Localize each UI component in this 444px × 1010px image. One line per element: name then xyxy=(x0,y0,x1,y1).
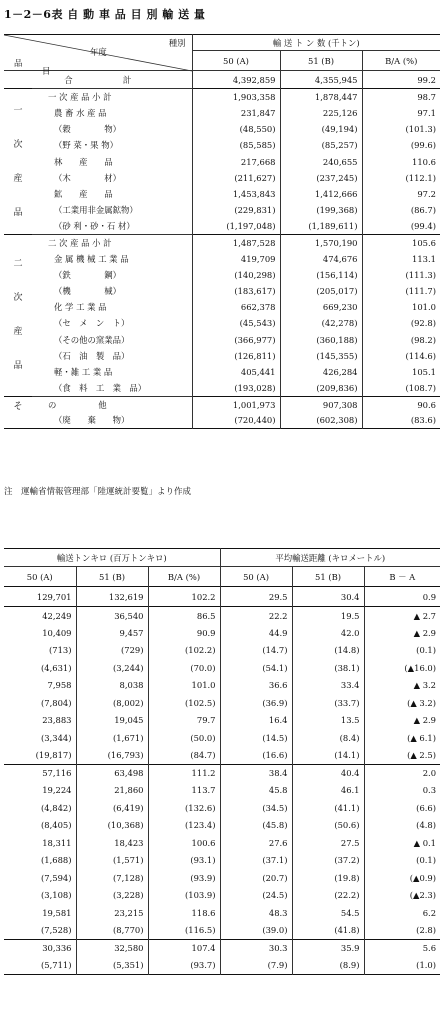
value-a: (1,197,048) xyxy=(192,218,280,234)
value-b: 1,570,190 xyxy=(280,234,362,250)
table-row xyxy=(4,957,440,975)
cell-3: 45.8 xyxy=(220,782,292,800)
table-row xyxy=(4,624,440,642)
value-a: 1,903,358 xyxy=(192,89,280,105)
row-label: （砂 利・砂・石 材） xyxy=(54,221,135,232)
corner-type-label: 種別 xyxy=(168,38,186,48)
cell-2: (102.5) xyxy=(148,694,220,712)
cell-3: 27.6 xyxy=(220,834,292,852)
row-label: （木 材） xyxy=(54,172,121,183)
cell-5: 6.2 xyxy=(364,904,440,922)
row-label: （野 菜・果 物） xyxy=(54,140,118,151)
cell-5: 5.6 xyxy=(364,939,440,957)
cell-3: (34.5) xyxy=(220,799,292,817)
cell-2: (123.4) xyxy=(148,817,220,835)
value-ratio: (99.6) xyxy=(362,137,440,153)
cell-0: 19,581 xyxy=(42,907,72,918)
value-b: 907,308 xyxy=(280,396,362,412)
table-row xyxy=(4,153,440,169)
table-row xyxy=(4,607,440,625)
t2-col-header-a: 50 (A) xyxy=(26,571,53,582)
cell-4: 30.4 xyxy=(292,587,364,607)
value-ratio: (98.2) xyxy=(362,332,440,348)
tonkm-distance-table xyxy=(4,548,440,975)
cell-5: 0.3 xyxy=(364,782,440,800)
cell-0: 30,336 xyxy=(42,943,72,953)
tonkm-group-header: 輸送トンキロ (百万トンキロ) xyxy=(4,549,220,567)
cell-1: 18,423 xyxy=(76,834,148,852)
value-ratio: (114.6) xyxy=(362,348,440,364)
table-row xyxy=(4,587,440,607)
value-ratio: 97.2 xyxy=(362,186,440,202)
cell-3: 38.4 xyxy=(220,764,292,782)
cell-4: 46.1 xyxy=(292,782,364,800)
row-label: （工業用非金属鉱物） xyxy=(54,205,138,216)
value-b: 1,878,447 xyxy=(280,89,362,105)
cell-1: (8,002) xyxy=(76,694,148,712)
value-a: (48,550) xyxy=(192,121,280,137)
cell-0: 7,958 xyxy=(47,680,72,691)
row-label: （穀 物） xyxy=(54,124,121,135)
cell-2: (50.0) xyxy=(148,729,220,747)
value-a: 1,453,843 xyxy=(192,186,280,202)
cell-0: 23,883 xyxy=(42,715,72,726)
value-a: 1,001,973 xyxy=(192,396,280,412)
page-title: 1－2－6表 自 動 車 品 目 別 輸 送 量 xyxy=(4,8,206,21)
value-ratio: (108.7) xyxy=(362,380,440,396)
value-b: 1,412,666 xyxy=(280,186,362,202)
cell-3: (16.6) xyxy=(220,747,292,765)
cell-1: 32,580 xyxy=(76,939,148,957)
table-row xyxy=(4,396,440,412)
total-b: 4,355,945 xyxy=(280,71,362,89)
cell-5: (1.0) xyxy=(364,957,440,975)
cell-2: (93.9) xyxy=(148,869,220,887)
cell-1: (16,793) xyxy=(76,747,148,765)
col-header-ratio: B/A (%) xyxy=(362,51,440,71)
cell-5: (▲ 2.5) xyxy=(364,747,440,765)
t2-col-header-b: 51 (B) xyxy=(76,567,148,587)
cell-2: (132.6) xyxy=(148,799,220,817)
table-row xyxy=(4,747,440,765)
row-label: 化 学 工 業 品 xyxy=(54,302,107,313)
cell-2: 107.4 xyxy=(148,939,220,957)
row-label: （廃 棄 物） xyxy=(54,415,130,426)
total-a: 4,392,859 xyxy=(192,71,280,89)
cell-5: ▲ 2.7 xyxy=(364,607,440,625)
cell-0: (3,108) xyxy=(40,890,72,901)
group-label-char: 次 xyxy=(13,139,23,150)
table-row xyxy=(4,694,440,712)
table-row xyxy=(4,105,440,121)
value-b: (1,189,611) xyxy=(280,218,362,234)
table-row xyxy=(4,170,440,186)
group-label-char: 品 xyxy=(13,207,23,218)
col-header-b: 51 (B) xyxy=(280,51,362,71)
value-b: (205,017) xyxy=(280,283,362,299)
cell-0: (713) xyxy=(48,645,72,656)
cell-3: (37.1) xyxy=(220,852,292,870)
source-note: 注 運輸省情報管理部「陸運統計要覧」より作成 xyxy=(4,487,192,497)
corner-item-label-2: 目 xyxy=(42,66,51,76)
table-row xyxy=(4,364,440,380)
value-a: (366,977) xyxy=(192,332,280,348)
group-label-0 xyxy=(4,89,32,235)
row-label: 金 属 機 械 工 業 品 xyxy=(54,253,129,264)
table-row xyxy=(4,267,440,283)
table-row xyxy=(4,202,440,218)
value-b: 669,230 xyxy=(280,299,362,315)
cell-5: ▲ 0.1 xyxy=(364,834,440,852)
t2-col-header-ratio: B/A (%) xyxy=(148,567,220,587)
cell-2: (70.0) xyxy=(148,659,220,677)
cell-0: 129,701 xyxy=(36,591,72,602)
tonnage-group-header: 輸 送 ト ン 数 (千トン) xyxy=(192,35,440,51)
cell-3: (54.1) xyxy=(220,659,292,677)
cell-4: 42.0 xyxy=(292,624,364,642)
table-row xyxy=(4,939,440,957)
cell-4: 19.5 xyxy=(292,607,364,625)
value-a: 662,378 xyxy=(192,299,280,315)
value-ratio: 90.6 xyxy=(362,396,440,412)
cell-4: 27.5 xyxy=(292,834,364,852)
corner-header xyxy=(4,35,192,76)
value-b: (602,308) xyxy=(280,412,362,428)
t2-col-header-dist-b: 51 (B) xyxy=(292,567,364,587)
value-ratio: (111.7) xyxy=(362,283,440,299)
table-row xyxy=(4,817,440,835)
cell-5: (▲ 3.2) xyxy=(364,694,440,712)
cell-4: (41.1) xyxy=(292,799,364,817)
table-row xyxy=(4,764,440,782)
value-b: (85,257) xyxy=(280,137,362,153)
table-row xyxy=(4,834,440,852)
cell-2: 86.5 xyxy=(148,607,220,625)
cell-5: (▲0.9) xyxy=(364,869,440,887)
cell-4: (8.9) xyxy=(292,957,364,975)
cell-0: 57,116 xyxy=(42,768,72,778)
row-label: 軽・雑 工 業 品 xyxy=(54,366,113,377)
cell-3: 16.4 xyxy=(220,712,292,730)
cell-1: 36,540 xyxy=(76,607,148,625)
cell-5: (4.8) xyxy=(364,817,440,835)
table-row xyxy=(4,887,440,905)
row-label: （セ メ ン ト） xyxy=(54,318,130,329)
value-b: (199,368) xyxy=(280,202,362,218)
value-ratio: 101.0 xyxy=(362,299,440,315)
cell-0: (7,528) xyxy=(40,925,72,935)
cell-3: (45.8) xyxy=(220,817,292,835)
row-label: （鉄 鋼） xyxy=(54,269,121,280)
table-row xyxy=(4,348,440,364)
total-ratio: 99.2 xyxy=(362,71,440,89)
cell-3: 30.3 xyxy=(220,939,292,957)
cell-4: 33.4 xyxy=(292,677,364,695)
cell-5: (0.1) xyxy=(364,852,440,870)
cell-4: 54.5 xyxy=(292,904,364,922)
cell-2: 79.7 xyxy=(148,712,220,730)
cell-5: 0.9 xyxy=(364,587,440,607)
t2-col-header-diff: B － A xyxy=(364,567,440,587)
table-row xyxy=(4,677,440,695)
cell-1: (6,419) xyxy=(76,799,148,817)
cell-3: (14.7) xyxy=(220,642,292,660)
value-a: (193,028) xyxy=(192,380,280,396)
cell-0: (5,711) xyxy=(40,960,72,970)
value-a: 231,847 xyxy=(192,105,280,121)
cell-5: ▲ 2.9 xyxy=(364,624,440,642)
table-row xyxy=(4,412,440,428)
total-label: 合 計 xyxy=(4,71,192,89)
cell-4: 13.5 xyxy=(292,712,364,730)
table-row xyxy=(4,89,440,105)
row-label: 農 畜 水 産 品 xyxy=(54,107,107,118)
value-a: 419,709 xyxy=(192,251,280,267)
row-label: 鉱 産 品 xyxy=(54,188,113,199)
cell-2: (93.1) xyxy=(148,852,220,870)
cell-3: 22.2 xyxy=(220,607,292,625)
cell-0: 10,409 xyxy=(42,627,72,638)
group-label-char: 次 xyxy=(13,293,23,304)
table-row xyxy=(4,380,440,396)
table-row xyxy=(4,922,440,940)
cell-4: (41.8) xyxy=(292,922,364,940)
cell-0: (7,594) xyxy=(40,872,72,883)
value-ratio: 98.7 xyxy=(362,89,440,105)
group-label-char: 産 xyxy=(13,327,23,338)
group-label-char: 二 xyxy=(13,259,23,270)
t2-col-header-dist-a: 50 (A) xyxy=(220,567,292,587)
cell-0: 42,249 xyxy=(42,610,72,621)
cell-4: (50.6) xyxy=(292,817,364,835)
table-row xyxy=(4,137,440,153)
value-b: (42,278) xyxy=(280,315,362,331)
value-a: 405,441 xyxy=(192,364,280,380)
cell-5: (▲2.3) xyxy=(364,887,440,905)
corner-item-label-1: 品 xyxy=(14,58,23,68)
cell-1: 63,498 xyxy=(76,764,148,782)
value-b: (156,114) xyxy=(280,267,362,283)
table-row xyxy=(4,729,440,747)
cell-0: 18,311 xyxy=(42,837,72,848)
table-row xyxy=(4,218,440,234)
cell-3: (39.0) xyxy=(220,922,292,940)
cell-2: 111.2 xyxy=(148,764,220,782)
group-label-char: そ xyxy=(13,401,23,412)
cell-1: 23,215 xyxy=(76,904,148,922)
table-row xyxy=(4,642,440,660)
table-row xyxy=(4,299,440,315)
table-row xyxy=(4,712,440,730)
cell-2: 118.6 xyxy=(148,904,220,922)
cell-1: (1,571) xyxy=(76,852,148,870)
cell-0: (4,842) xyxy=(40,802,72,813)
col-header-a: 50 (A) xyxy=(192,51,280,71)
group-label-char: 一 xyxy=(13,105,23,116)
cell-4: (22.2) xyxy=(292,887,364,905)
cell-5: 2.0 xyxy=(364,764,440,782)
row-label: 二 次 産 品 小 計 xyxy=(32,234,192,250)
cell-2: 113.7 xyxy=(148,782,220,800)
cell-4: (37.2) xyxy=(292,852,364,870)
value-b: (209,836) xyxy=(280,380,362,396)
value-ratio: 110.6 xyxy=(362,153,440,169)
table-row xyxy=(4,315,440,331)
cell-2: (93.7) xyxy=(148,957,220,975)
cell-3: 48.3 xyxy=(220,904,292,922)
value-a: (126,811) xyxy=(192,348,280,364)
value-a: (140,298) xyxy=(192,267,280,283)
row-label: の 他 xyxy=(32,396,192,412)
cell-4: (19.8) xyxy=(292,869,364,887)
value-ratio: 113.1 xyxy=(362,251,440,267)
cell-1: (729) xyxy=(76,642,148,660)
value-b: (49,194) xyxy=(280,121,362,137)
value-ratio: (99.4) xyxy=(362,218,440,234)
row-label: （その他の窯業品） xyxy=(54,334,130,345)
group-label-1 xyxy=(4,234,32,396)
total-row xyxy=(4,71,440,89)
value-ratio: (83.6) xyxy=(362,412,440,428)
value-ratio: 105.6 xyxy=(362,234,440,250)
cell-1: (1,671) xyxy=(76,729,148,747)
cell-1: (3,244) xyxy=(76,659,148,677)
cell-2: 100.6 xyxy=(148,834,220,852)
table-row xyxy=(4,904,440,922)
value-a: 217,668 xyxy=(192,153,280,169)
value-a: (183,617) xyxy=(192,283,280,299)
cell-1: 132,619 xyxy=(76,587,148,607)
row-label: 林 産 品 xyxy=(54,156,113,167)
cell-0: (7,804) xyxy=(40,697,72,708)
value-a: (229,831) xyxy=(192,202,280,218)
cell-2: 102.2 xyxy=(148,587,220,607)
table-row xyxy=(4,283,440,299)
cell-4: (14.8) xyxy=(292,642,364,660)
value-b: 474,676 xyxy=(280,251,362,267)
cell-0: 19,224 xyxy=(42,785,72,796)
value-b: 240,655 xyxy=(280,153,362,169)
cell-1: (10,368) xyxy=(76,817,148,835)
row-label: （機 械） xyxy=(54,286,121,297)
cell-3: (7.9) xyxy=(220,957,292,975)
value-a: (211,627) xyxy=(192,170,280,186)
cell-5: (6.6) xyxy=(364,799,440,817)
value-a: (720,440) xyxy=(192,412,280,428)
value-a: 1,487,528 xyxy=(192,234,280,250)
cell-2: (116.5) xyxy=(148,922,220,940)
table-row xyxy=(4,186,440,202)
group-label-2 xyxy=(4,396,32,428)
table-row xyxy=(4,852,440,870)
cell-5: (0.1) xyxy=(364,642,440,660)
table-row xyxy=(4,234,440,250)
cell-5: (▲16.0) xyxy=(364,659,440,677)
table-row xyxy=(4,869,440,887)
table-row xyxy=(4,251,440,267)
cell-5: (▲ 6.1) xyxy=(364,729,440,747)
table-row xyxy=(4,782,440,800)
cell-1: 21,860 xyxy=(76,782,148,800)
group-label-char: 品 xyxy=(13,361,23,372)
value-b: (360,188) xyxy=(280,332,362,348)
value-ratio: (112.1) xyxy=(362,170,440,186)
cell-0: (8,405) xyxy=(40,820,72,831)
group-label-char: 産 xyxy=(13,173,23,184)
row-label: 一 次 産 品 小 計 xyxy=(32,89,192,105)
cell-4: (14.1) xyxy=(292,747,364,765)
value-ratio: (92.8) xyxy=(362,315,440,331)
cell-1: (5,351) xyxy=(76,957,148,975)
cell-1: 9,457 xyxy=(76,624,148,642)
cell-3: (24.5) xyxy=(220,887,292,905)
cell-2: 101.0 xyxy=(148,677,220,695)
cell-5: ▲ 2.9 xyxy=(364,712,440,730)
value-b: 426,284 xyxy=(280,364,362,380)
cell-4: (8.4) xyxy=(292,729,364,747)
table-row xyxy=(4,332,440,348)
cell-2: (103.9) xyxy=(148,887,220,905)
cell-3: 36.6 xyxy=(220,677,292,695)
cell-1: 8,038 xyxy=(76,677,148,695)
value-b: (145,355) xyxy=(280,348,362,364)
cell-2: (84.7) xyxy=(148,747,220,765)
table-row xyxy=(4,121,440,137)
value-a: (45,543) xyxy=(192,315,280,331)
distance-group-header: 平均輸送距離 (キロメートル) xyxy=(220,549,440,567)
cell-0: (19,817) xyxy=(35,750,72,760)
value-b: 225,126 xyxy=(280,105,362,121)
cell-3: 44.9 xyxy=(220,624,292,642)
cell-1: (3,228) xyxy=(76,887,148,905)
cell-0: (4,631) xyxy=(40,662,72,673)
cell-1: 19,045 xyxy=(76,712,148,730)
cell-3: (20.7) xyxy=(220,869,292,887)
cell-3: 29.5 xyxy=(220,587,292,607)
value-ratio: (101.3) xyxy=(362,121,440,137)
table-row xyxy=(4,799,440,817)
value-ratio: (111.3) xyxy=(362,267,440,283)
row-label: （石 油 製 品） xyxy=(54,350,130,361)
value-ratio: 105.1 xyxy=(362,364,440,380)
value-a: (85,585) xyxy=(192,137,280,153)
value-ratio: 97.1 xyxy=(362,105,440,121)
cell-4: 40.4 xyxy=(292,764,364,782)
cell-1: (8,770) xyxy=(76,922,148,940)
row-label: （食 料 工 業 品） xyxy=(54,382,147,393)
cell-5: ▲ 3.2 xyxy=(364,677,440,695)
cell-4: 35.9 xyxy=(292,939,364,957)
cell-3: (36.9) xyxy=(220,694,292,712)
tonnage-table xyxy=(4,34,440,429)
cell-0: (1,688) xyxy=(40,855,72,866)
value-ratio: (86.7) xyxy=(362,202,440,218)
value-b: (237,245) xyxy=(280,170,362,186)
cell-5: (2.8) xyxy=(364,922,440,940)
cell-3: (14.5) xyxy=(220,729,292,747)
table-row xyxy=(4,659,440,677)
cell-2: (102.2) xyxy=(148,642,220,660)
corner-year-label: 年度 xyxy=(90,47,107,57)
cell-0: (3,344) xyxy=(40,732,72,743)
cell-2: 90.9 xyxy=(148,624,220,642)
cell-4: (33.7) xyxy=(292,694,364,712)
cell-1: (7,128) xyxy=(76,869,148,887)
cell-4: (38.1) xyxy=(292,659,364,677)
